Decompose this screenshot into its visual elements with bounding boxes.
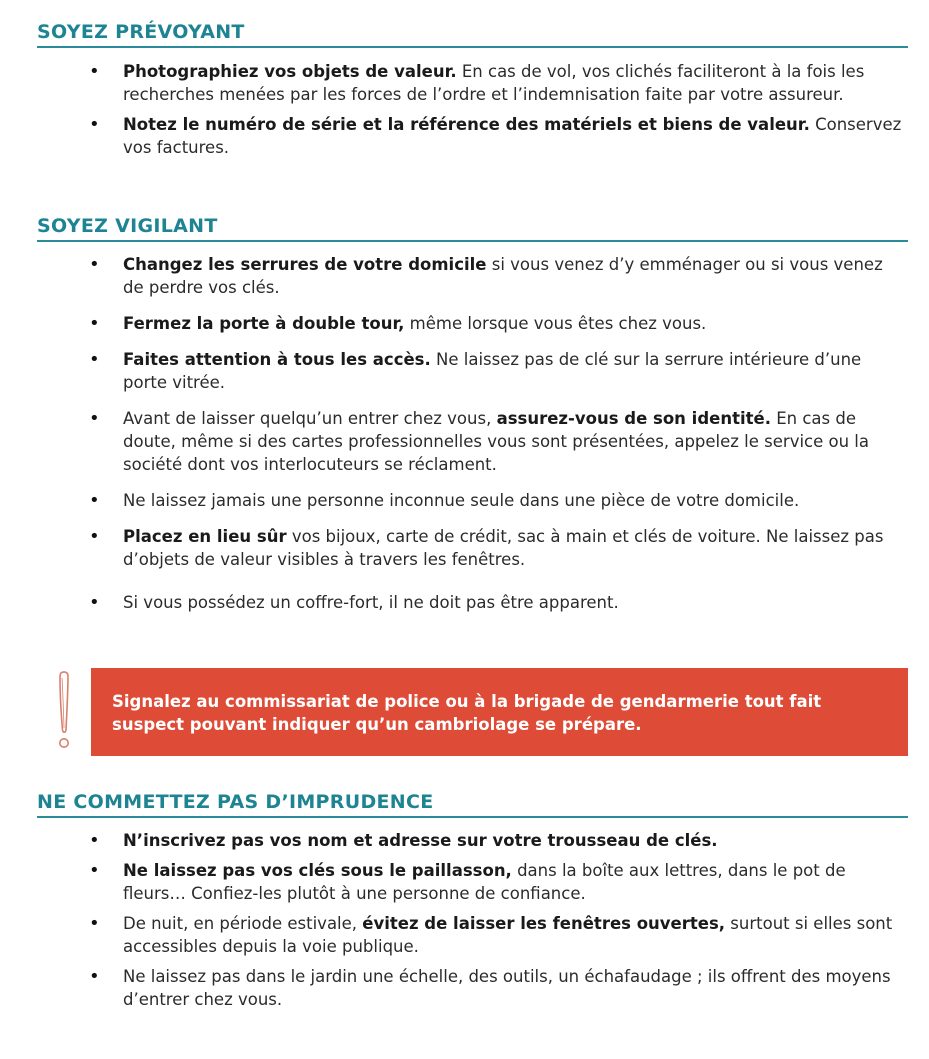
list-item bbox=[37, 912, 908, 958]
item-text: vos bijoux, carte de crédit, sac à main et clés de voiture. Ne laissez pas d’objets de valeur visibles à travers les fenêtres. bbox=[123, 527, 884, 569]
exclamation-icon bbox=[52, 670, 76, 752]
item-text: Si vous possédez un coffre-fort, il ne doit pas être apparent. bbox=[123, 593, 619, 612]
list-item bbox=[37, 859, 908, 905]
alert-text: Signalez au commissariat de police ou à la brigade de gendarmerie tout fait suspect pouvant indiquer qu’un cambriolage se prépare. bbox=[112, 692, 822, 734]
section-ne-commettez-pas-d-imprudence bbox=[37, 790, 908, 1011]
section-soyez-prevoyant bbox=[37, 20, 908, 159]
item-bold: Notez le numéro de série et la référence des matériels et biens de valeur. bbox=[123, 115, 810, 134]
list-item bbox=[37, 829, 908, 852]
item-pre: Avant de laisser quelqu’un entrer chez vous, bbox=[123, 409, 497, 428]
item-list bbox=[37, 829, 908, 1011]
item-text: même lorsque vous êtes chez vous. bbox=[404, 314, 707, 333]
item-bold: Changez les serrures de votre domicile bbox=[123, 255, 487, 274]
list-item bbox=[37, 113, 908, 159]
list-item bbox=[37, 407, 908, 476]
item-text: Conservez vos factures. bbox=[123, 115, 902, 157]
item-bold: évitez de laisser les fenêtres ouvertes, bbox=[362, 914, 726, 933]
item-list bbox=[37, 253, 908, 614]
item-text: surtout si elles sont accessibles depuis la voie publique. bbox=[123, 914, 893, 956]
alert-banner bbox=[91, 668, 908, 756]
item-bold: Photographiez vos objets de valeur. bbox=[123, 62, 457, 81]
item-bold: Fermez la porte à double tour, bbox=[123, 314, 405, 333]
list-item bbox=[37, 60, 908, 106]
section-title: SOYEZ PRÉVOYANT bbox=[37, 20, 908, 48]
item-bold: Placez en lieu sûr bbox=[123, 527, 287, 546]
item-pre: De nuit, en période estivale, bbox=[123, 914, 363, 933]
list-item bbox=[37, 525, 908, 571]
item-bold: Faites attention à tous les accès. bbox=[123, 350, 431, 369]
list-item bbox=[37, 348, 908, 394]
item-text: Ne laissez jamais une personne inconnue seule dans une pièce de votre domicile. bbox=[123, 491, 800, 510]
item-text: Ne laissez pas de clé sur la serrure intérieure d’une porte vitrée. bbox=[123, 350, 862, 392]
item-bold: N’inscrivez pas vos nom et adresse sur votre trousseau de clés. bbox=[123, 831, 718, 850]
list-item bbox=[37, 965, 908, 1011]
list-item bbox=[37, 489, 908, 512]
list-item bbox=[37, 591, 908, 614]
section-title: NE COMMETTEZ PAS D’IMPRUDENCE bbox=[37, 790, 908, 818]
section-soyez-vigilant bbox=[37, 214, 908, 614]
item-bold: Ne laissez pas vos clés sous le paillasson, bbox=[123, 861, 512, 880]
item-text: dans la boîte aux lettres, dans le pot de fleurs… Confiez-les plutôt à une personne de confiance. bbox=[123, 861, 846, 903]
item-text: En cas de vol, vos clichés faciliteront à la fois les recherches menées par les forces de l’ordre et l’indemnisation faite par votre assureur. bbox=[123, 62, 865, 104]
item-bold: assurez-vous de son identité. bbox=[496, 409, 771, 428]
item-text: En cas de doute, même si des cartes professionnelles vous sont présentées, appelez le service ou la société dont vos interlocuteurs se réclament. bbox=[123, 409, 870, 474]
item-list bbox=[37, 60, 908, 159]
list-item bbox=[37, 253, 908, 299]
item-text: Ne laissez pas dans le jardin une échelle, des outils, un échafaudage ; ils offrent des moyens d’entrer chez vous. bbox=[123, 967, 891, 1009]
item-text: si vous venez d’y emménager ou si vous venez de perdre vos clés. bbox=[123, 255, 883, 297]
section-title: SOYEZ VIGILANT bbox=[37, 214, 908, 242]
list-item bbox=[37, 312, 908, 335]
